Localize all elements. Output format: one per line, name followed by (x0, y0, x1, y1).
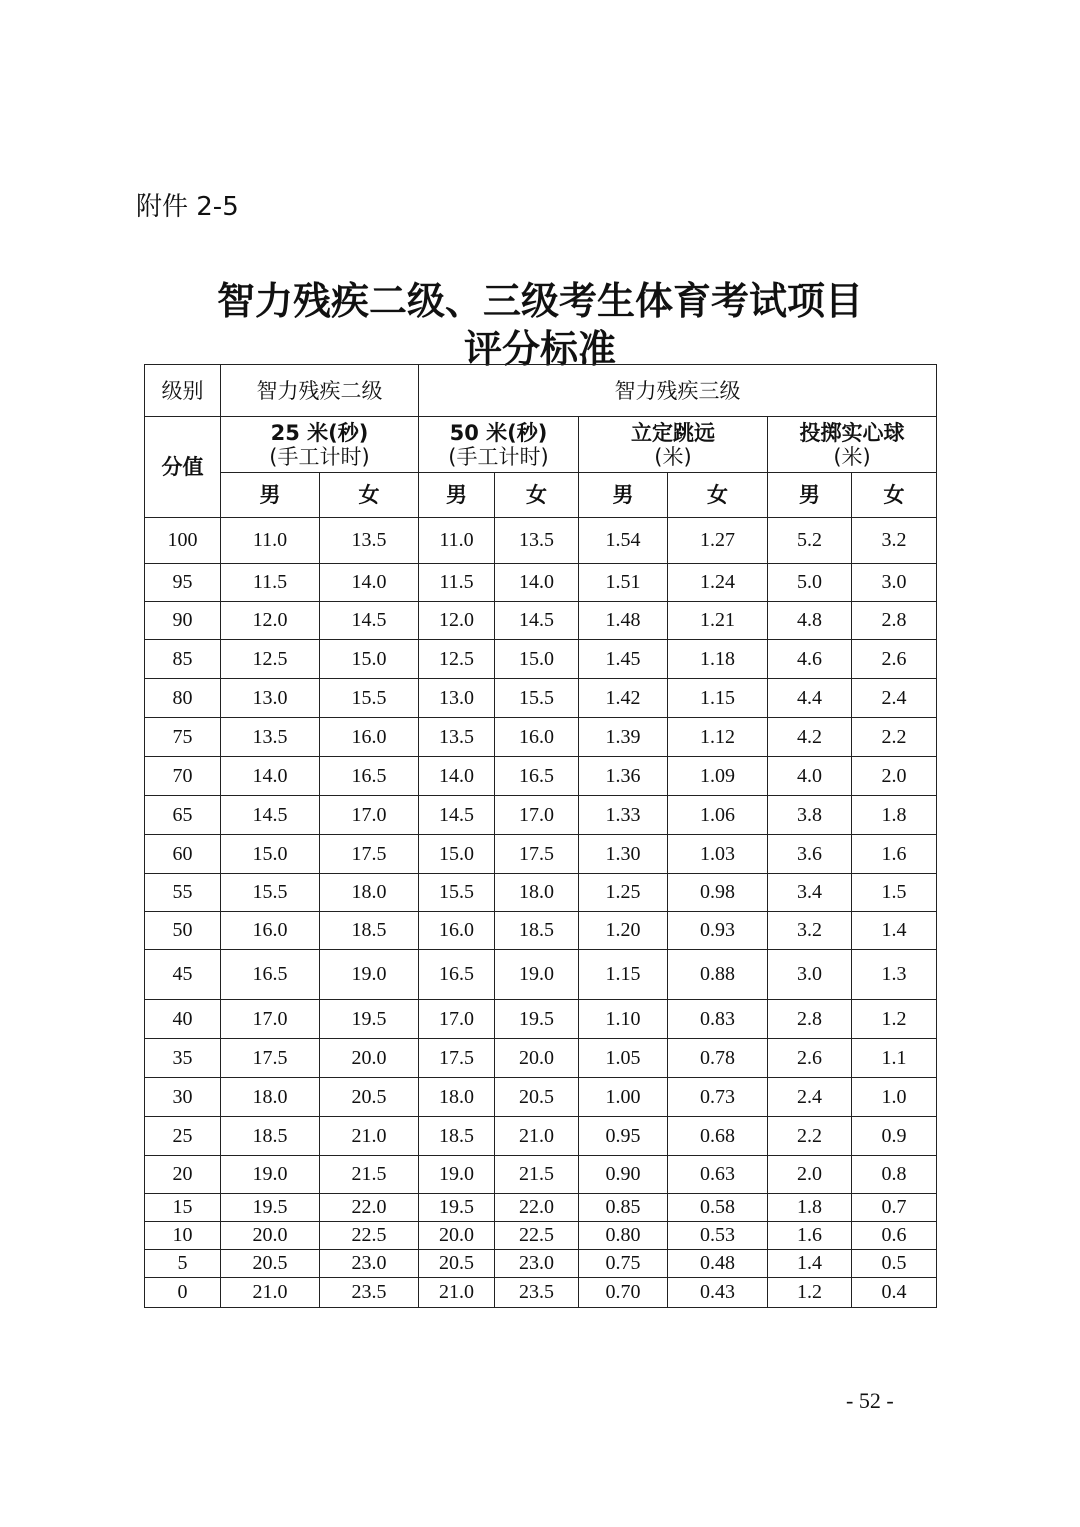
score-cell: 45 (145, 950, 221, 1000)
value-cell: 3.2 (852, 518, 937, 564)
value-cell: 0.53 (668, 1222, 768, 1250)
value-cell: 0.63 (668, 1156, 768, 1194)
value-cell: 1.30 (579, 835, 668, 874)
value-cell: 15.5 (221, 874, 320, 912)
value-cell: 18.0 (419, 1078, 495, 1117)
event-name: 投掷实心球 (799, 420, 905, 445)
value-cell: 16.5 (495, 757, 579, 796)
score-cell: 20 (145, 1156, 221, 1194)
value-cell: 22.5 (495, 1222, 579, 1250)
table-row (145, 757, 937, 796)
value-cell: 14.0 (221, 757, 320, 796)
table-row (145, 518, 937, 564)
value-cell: 15.5 (495, 679, 579, 718)
value-cell: 12.0 (419, 602, 495, 640)
value-cell: 2.0 (768, 1156, 852, 1194)
value-cell: 19.5 (221, 1194, 320, 1222)
value-cell: 11.5 (221, 564, 320, 602)
value-cell: 23.0 (320, 1250, 419, 1278)
value-cell: 0.88 (668, 950, 768, 1000)
value-cell: 1.2 (852, 1000, 937, 1039)
value-cell: 0.58 (668, 1194, 768, 1222)
value-cell: 17.5 (419, 1039, 495, 1078)
value-cell: 14.0 (419, 757, 495, 796)
event-header-long-jump (579, 417, 768, 473)
table-row (145, 1250, 937, 1278)
event-header-50m (419, 417, 579, 473)
value-cell: 0.83 (668, 1000, 768, 1039)
value-cell: 1.25 (579, 874, 668, 912)
value-cell: 0.75 (579, 1250, 668, 1278)
value-cell: 21.0 (320, 1117, 419, 1156)
value-cell: 1.48 (579, 602, 668, 640)
value-cell: 23.5 (495, 1278, 579, 1308)
score-cell: 15 (145, 1194, 221, 1222)
gender-female: 女 (495, 473, 579, 518)
value-cell: 15.0 (320, 640, 419, 679)
value-cell: 20.0 (495, 1039, 579, 1078)
value-cell: 16.5 (221, 950, 320, 1000)
score-cell: 35 (145, 1039, 221, 1078)
header-row-gender (145, 473, 937, 518)
value-cell: 1.54 (579, 518, 668, 564)
value-cell: 1.15 (579, 950, 668, 1000)
value-cell: 3.0 (852, 564, 937, 602)
table-row (145, 1194, 937, 1222)
value-cell: 0.48 (668, 1250, 768, 1278)
value-cell: 22.5 (320, 1222, 419, 1250)
value-cell: 3.2 (768, 912, 852, 950)
value-cell: 1.12 (668, 718, 768, 757)
event-unit: (米) (833, 444, 871, 469)
value-cell: 1.5 (852, 874, 937, 912)
value-cell: 1.06 (668, 796, 768, 835)
value-cell: 13.5 (221, 718, 320, 757)
value-cell: 18.5 (495, 912, 579, 950)
score-cell: 10 (145, 1222, 221, 1250)
value-cell: 12.5 (221, 640, 320, 679)
value-cell: 17.5 (221, 1039, 320, 1078)
value-cell: 0.8 (852, 1156, 937, 1194)
table-row (145, 950, 937, 1000)
value-cell: 14.5 (495, 602, 579, 640)
value-cell: 18.5 (320, 912, 419, 950)
table-row (145, 1117, 937, 1156)
page-subtitle: 评分标准 (463, 327, 616, 371)
value-cell: 1.0 (852, 1078, 937, 1117)
value-cell: 0.4 (852, 1278, 937, 1308)
value-cell: 1.10 (579, 1000, 668, 1039)
event-unit: (米) (654, 444, 692, 469)
value-cell: 14.5 (221, 796, 320, 835)
value-cell: 1.8 (852, 796, 937, 835)
score-cell: 85 (145, 640, 221, 679)
score-cell: 5 (145, 1250, 221, 1278)
value-cell: 1.45 (579, 640, 668, 679)
value-cell: 19.0 (221, 1156, 320, 1194)
value-cell: 20.0 (320, 1039, 419, 1078)
value-cell: 18.5 (419, 1117, 495, 1156)
value-cell: 0.85 (579, 1194, 668, 1222)
value-cell: 20.5 (221, 1250, 320, 1278)
value-cell: 18.0 (495, 874, 579, 912)
value-cell: 17.0 (221, 1000, 320, 1039)
value-cell: 0.7 (852, 1194, 937, 1222)
value-cell: 5.2 (768, 518, 852, 564)
value-cell: 1.51 (579, 564, 668, 602)
value-cell: 11.0 (221, 518, 320, 564)
value-cell: 22.0 (320, 1194, 419, 1222)
value-cell: 1.05 (579, 1039, 668, 1078)
value-cell: 0.78 (668, 1039, 768, 1078)
event-name: 50 米(秒) (449, 420, 548, 445)
score-table (144, 364, 937, 1308)
value-cell: 1.6 (852, 835, 937, 874)
value-cell: 17.0 (419, 1000, 495, 1039)
value-cell: 4.6 (768, 640, 852, 679)
value-cell: 2.6 (852, 640, 937, 679)
score-cell: 80 (145, 679, 221, 718)
score-cell: 75 (145, 718, 221, 757)
value-cell: 17.0 (320, 796, 419, 835)
value-cell: 1.42 (579, 679, 668, 718)
value-cell: 0.70 (579, 1278, 668, 1308)
value-cell: 4.0 (768, 757, 852, 796)
gender-female: 女 (668, 473, 768, 518)
value-cell: 19.5 (419, 1194, 495, 1222)
value-cell: 2.0 (852, 757, 937, 796)
value-cell: 1.20 (579, 912, 668, 950)
value-cell: 1.03 (668, 835, 768, 874)
value-cell: 16.0 (419, 912, 495, 950)
level2-header: 智力残疾二级 (221, 365, 419, 417)
value-cell: 0.90 (579, 1156, 668, 1194)
value-cell: 3.0 (768, 950, 852, 1000)
value-cell: 19.0 (495, 950, 579, 1000)
value-cell: 20.5 (495, 1078, 579, 1117)
page-number: - 52 - (846, 1388, 894, 1413)
score-cell: 25 (145, 1117, 221, 1156)
value-cell: 0.9 (852, 1117, 937, 1156)
level-header-cell: 级别 (145, 365, 221, 417)
value-cell: 17.5 (495, 835, 579, 874)
value-cell: 0.98 (668, 874, 768, 912)
value-cell: 19.0 (419, 1156, 495, 1194)
header-row-levels (145, 365, 937, 417)
value-cell: 19.0 (320, 950, 419, 1000)
gender-male: 男 (768, 473, 852, 518)
value-cell: 18.0 (221, 1078, 320, 1117)
value-cell: 20.5 (320, 1078, 419, 1117)
value-cell: 1.4 (852, 912, 937, 950)
value-cell: 18.5 (221, 1117, 320, 1156)
value-cell: 1.33 (579, 796, 668, 835)
table-row (145, 796, 937, 835)
score-cell: 0 (145, 1278, 221, 1308)
level3-header: 智力残疾三级 (419, 365, 937, 417)
value-cell: 21.5 (320, 1156, 419, 1194)
score-cell: 70 (145, 757, 221, 796)
value-cell: 13.5 (320, 518, 419, 564)
value-cell: 1.8 (768, 1194, 852, 1222)
score-cell: 55 (145, 874, 221, 912)
value-cell: 17.5 (320, 835, 419, 874)
table-row (145, 1278, 937, 1308)
value-cell: 1.18 (668, 640, 768, 679)
value-cell: 22.0 (495, 1194, 579, 1222)
value-cell: 16.0 (320, 718, 419, 757)
value-cell: 4.8 (768, 602, 852, 640)
table-row (145, 1039, 937, 1078)
value-cell: 0.73 (668, 1078, 768, 1117)
value-cell: 13.5 (419, 718, 495, 757)
value-cell: 16.0 (221, 912, 320, 950)
value-cell: 14.5 (419, 796, 495, 835)
value-cell: 0.80 (579, 1222, 668, 1250)
table-row (145, 1156, 937, 1194)
value-cell: 12.5 (419, 640, 495, 679)
value-cell: 15.0 (221, 835, 320, 874)
event-name: 立定跳远 (631, 420, 715, 445)
value-cell: 14.5 (320, 602, 419, 640)
event-unit: (手工计时) (448, 444, 549, 469)
table-row (145, 912, 937, 950)
table-row (145, 564, 937, 602)
value-cell: 0.6 (852, 1222, 937, 1250)
value-cell: 15.0 (495, 640, 579, 679)
event-unit: (手工计时) (269, 444, 370, 469)
value-cell: 21.0 (221, 1278, 320, 1308)
table-row (145, 874, 937, 912)
value-cell: 5.0 (768, 564, 852, 602)
value-cell: 1.24 (668, 564, 768, 602)
value-cell: 0.5 (852, 1250, 937, 1278)
value-cell: 1.6 (768, 1222, 852, 1250)
event-name: 25 米(秒) (270, 420, 369, 445)
table-row (145, 718, 937, 757)
value-cell: 17.0 (495, 796, 579, 835)
value-cell: 1.39 (579, 718, 668, 757)
gender-male: 男 (579, 473, 668, 518)
gender-female: 女 (320, 473, 419, 518)
value-cell: 1.36 (579, 757, 668, 796)
value-cell: 19.5 (320, 1000, 419, 1039)
table-row (145, 640, 937, 679)
event-header-25m (221, 417, 419, 473)
table-row (145, 1000, 937, 1039)
value-cell: 16.5 (419, 950, 495, 1000)
value-cell: 2.8 (852, 602, 937, 640)
score-cell: 40 (145, 1000, 221, 1039)
value-cell: 0.93 (668, 912, 768, 950)
value-cell: 3.8 (768, 796, 852, 835)
value-cell: 12.0 (221, 602, 320, 640)
value-cell: 0.68 (668, 1117, 768, 1156)
value-cell: 3.6 (768, 835, 852, 874)
value-cell: 14.0 (495, 564, 579, 602)
header-row-events (145, 417, 937, 473)
table-row (145, 1078, 937, 1117)
value-cell: 15.0 (419, 835, 495, 874)
value-cell: 23.5 (320, 1278, 419, 1308)
value-cell: 13.0 (221, 679, 320, 718)
value-cell: 16.0 (495, 718, 579, 757)
table-row (145, 602, 937, 640)
value-cell: 21.0 (419, 1278, 495, 1308)
score-cell: 90 (145, 602, 221, 640)
score-cell: 95 (145, 564, 221, 602)
value-cell: 19.5 (495, 1000, 579, 1039)
value-cell: 18.0 (320, 874, 419, 912)
page-title: 智力残疾二级、三级考生体育考试项目 (216, 279, 863, 323)
value-cell: 1.27 (668, 518, 768, 564)
value-cell: 14.0 (320, 564, 419, 602)
value-cell: 13.0 (419, 679, 495, 718)
value-cell: 15.5 (320, 679, 419, 718)
score-cell: 65 (145, 796, 221, 835)
value-cell: 20.5 (419, 1250, 495, 1278)
value-cell: 4.4 (768, 679, 852, 718)
value-cell: 11.0 (419, 518, 495, 564)
value-cell: 1.3 (852, 950, 937, 1000)
score-cell: 60 (145, 835, 221, 874)
score-cell: 50 (145, 912, 221, 950)
value-cell: 23.0 (495, 1250, 579, 1278)
event-header-shot-put (768, 417, 937, 473)
value-cell: 0.95 (579, 1117, 668, 1156)
value-cell: 2.4 (852, 679, 937, 718)
score-cell: 100 (145, 518, 221, 564)
value-cell: 15.5 (419, 874, 495, 912)
value-cell: 2.4 (768, 1078, 852, 1117)
score-cell: 30 (145, 1078, 221, 1117)
value-cell: 21.0 (495, 1117, 579, 1156)
value-cell: 1.1 (852, 1039, 937, 1078)
value-cell: 1.09 (668, 757, 768, 796)
value-cell: 20.0 (221, 1222, 320, 1250)
value-cell: 20.0 (419, 1222, 495, 1250)
attachment-label: 附件 2-5 (136, 192, 239, 222)
value-cell: 11.5 (419, 564, 495, 602)
value-cell: 2.2 (768, 1117, 852, 1156)
value-cell: 16.5 (320, 757, 419, 796)
value-cell: 1.00 (579, 1078, 668, 1117)
score-header-cell: 分值 (145, 417, 221, 518)
value-cell: 2.2 (852, 718, 937, 757)
table-row (145, 835, 937, 874)
gender-male: 男 (419, 473, 495, 518)
table-row (145, 1222, 937, 1250)
gender-female: 女 (852, 473, 937, 518)
value-cell: 4.2 (768, 718, 852, 757)
value-cell: 3.4 (768, 874, 852, 912)
value-cell: 21.5 (495, 1156, 579, 1194)
value-cell: 1.2 (768, 1278, 852, 1308)
value-cell: 2.8 (768, 1000, 852, 1039)
value-cell: 13.5 (495, 518, 579, 564)
value-cell: 2.6 (768, 1039, 852, 1078)
gender-male: 男 (221, 473, 320, 518)
value-cell: 1.4 (768, 1250, 852, 1278)
value-cell: 1.21 (668, 602, 768, 640)
value-cell: 1.15 (668, 679, 768, 718)
table-row (145, 679, 937, 718)
value-cell: 0.43 (668, 1278, 768, 1308)
